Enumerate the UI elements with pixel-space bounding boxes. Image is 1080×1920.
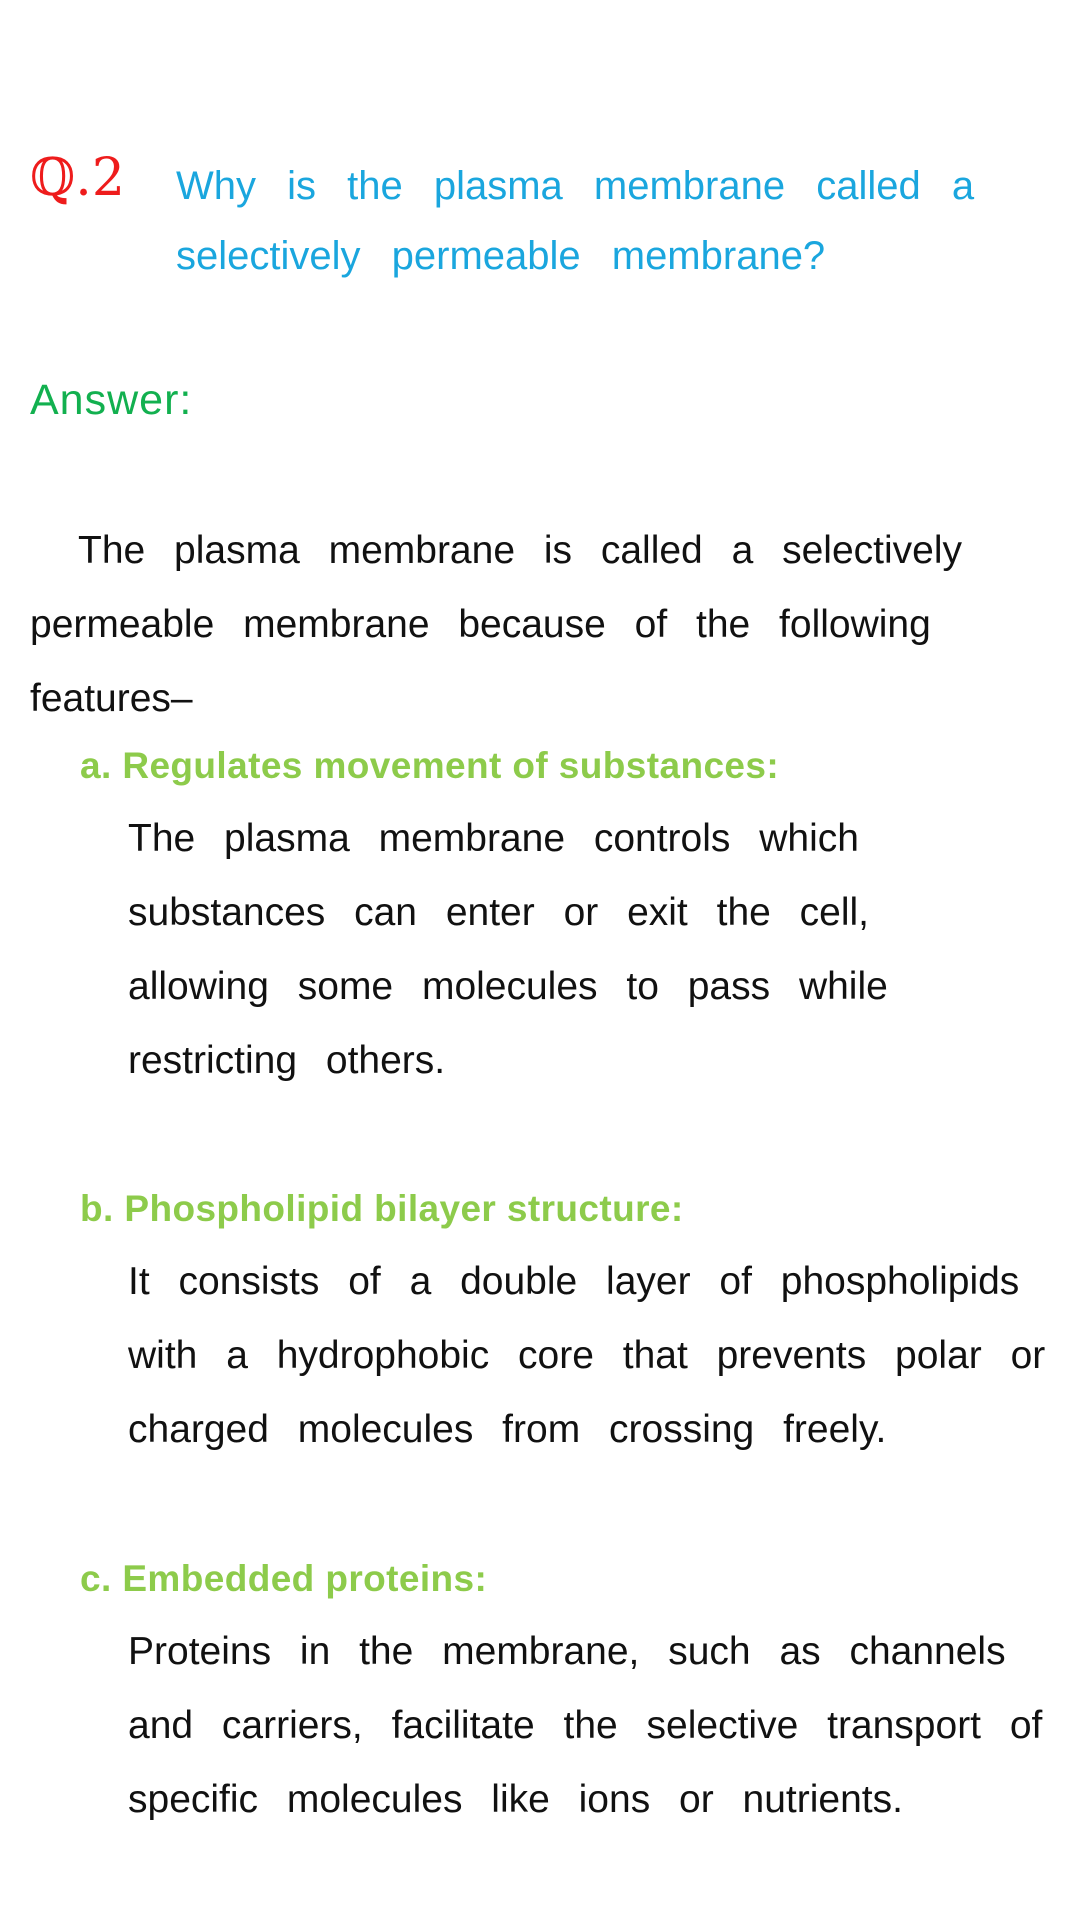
question-text: Why is the plasma membrane called a selectively permeable membrane? bbox=[176, 164, 975, 278]
question-number: ℚ.2 bbox=[30, 148, 125, 208]
feature-text-a: The plasma membrane controls which substances can enter or exit the cell, allowing some molecules to pass while restricting others. bbox=[128, 817, 888, 1082]
answer-intro-text: The plasma membrane is called a selectively permeable membrane because of the following features– bbox=[30, 529, 963, 720]
answer-intro bbox=[30, 514, 1030, 736]
feature-heading-a: a. Regulates movement of substances: bbox=[80, 745, 780, 786]
feature-heading-b: b. Phospholipid bilayer structure: bbox=[80, 1188, 684, 1229]
feature-heading-c: c. Embedded proteins: bbox=[80, 1558, 488, 1599]
feature-text-b: It consists of a double layer of phospholipids with a hydrophobic core that prevents polar or charged molecules from crossing freely. bbox=[128, 1260, 1046, 1451]
answer-label: Answer: bbox=[30, 376, 193, 424]
feature-text-c: Proteins in the membrane, such as channels and carriers, facilitate the selective transport of specific molecules like ions or nutrients. bbox=[128, 1630, 1043, 1821]
